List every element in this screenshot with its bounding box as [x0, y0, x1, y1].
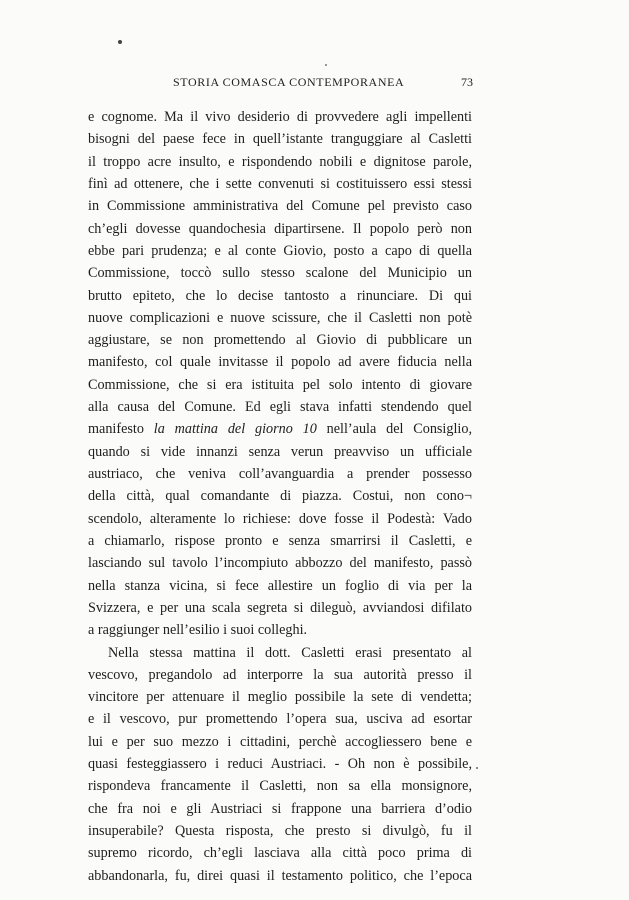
text-line: Commissione, che si era istituita pel solo intento di giovare [88, 376, 472, 393]
text-line: il troppo acre insulto, e rispondendo nobili e dignitose parole, [88, 153, 472, 170]
text-line: manifesto, col quale invitasse il popolo ad avere fiducia nella [88, 354, 472, 371]
text-line: quasi festeggiassero i reduci Austriaci. - Oh non è possibile, [88, 756, 472, 773]
text-line: lasciando sul tavolo l’incompiuto abbozzo del manifesto, passò [88, 555, 472, 572]
text-line: nuove complicazioni e nuove scissure, che il Casletti non potè [88, 309, 472, 326]
text-line: vincitore per attenuare il meglio possibile la sete di vendetta; [88, 689, 472, 706]
text-line: scendolo, alteramente lo richiese: dove fosse il Podestà: Vado [88, 510, 472, 527]
text-line: alla causa del Comune. Ed egli stava infatti stendendo quel [88, 399, 472, 416]
ink-speck [476, 767, 478, 769]
paragraph-last-line: a raggiunger nell’esilio i suoi colleghi. [88, 622, 308, 639]
text-line: nella stanza vicina, si fece allestire un foglio di via per la [88, 577, 472, 594]
text-line: aggiustare, se non promettendo al Giovio di pubblicare un [88, 332, 472, 349]
ink-speck [118, 40, 122, 44]
text-segment: nell’aula del Consiglio, [326, 421, 472, 438]
text-line: Svizzera, e per una scala segreta si dileguò, avviandosi difilato [88, 599, 472, 616]
text-line: e cognome. Ma il vivo desiderio di provvedere agli impellenti [88, 109, 472, 125]
running-title: STORIA COMASCA CONTEMPORANEA [173, 75, 405, 89]
ink-speck [325, 64, 327, 66]
text-line: brutto epiteto, che lo decise tantosto a rinunciare. Di qui [88, 287, 472, 304]
text-line: rispondeva francamente il Casletti, non sa ella monsignore, [88, 778, 472, 795]
text-line: lui e per suo mezzo i cittadini, perchè accogliessero bene e [88, 733, 472, 750]
text-line: austriaco, che veniva coll’avanguardia a prender possesso [88, 466, 472, 482]
text-line: in Commissione amministrativa del Comune pel previsto caso [88, 198, 472, 215]
italic-phrase: la mattina del giorno 10 [153, 421, 317, 438]
text-line: abbandonarla, fu, direi quasi il testamento politico, che l’epoca [88, 867, 472, 884]
text-line: ebbe pari prudenza; e al conte Giovio, posto a capo di quella [88, 242, 472, 259]
text-line: Commissione, toccò sullo stesso scalone del Municipio un [88, 265, 472, 282]
body-text [88, 106, 472, 887]
text-line: finì ad ottenere, che i sette convenuti si costituissero essi stessi [88, 175, 472, 192]
text-segment: manifesto [88, 421, 144, 438]
text-line: insuperabile? Questa risposta, che presto si divulgò, fu il [88, 823, 472, 839]
text-line: supremo ricordo, ch’egli lasciava alla città poco prima di [88, 845, 472, 862]
paragraph-first-line: Nella stessa mattina il dott. Casletti erasi presentato al [108, 644, 472, 661]
text-line: della città, qual comandante di piazza. Costui, non cono¬ [88, 488, 472, 505]
text-line: che fra noi e gli Austriaci si frappone una barriera d’odio [88, 800, 472, 817]
text-line: vescovo, pregandolo ad interporre la sua autorità presso il [88, 666, 472, 683]
text-line: a chiamarlo, rispose pronto e senza smarrirsi il Casletti, e [88, 532, 472, 549]
text-line: bisogni del paese fece in quell’istante tranguggiare al Casletti [88, 131, 472, 148]
text-line: e il vescovo, pur promettendo l’opera sua, usciva ad esortar [88, 711, 472, 728]
page-number: 73 [461, 75, 473, 89]
text-line-with-italic [88, 418, 472, 440]
running-head [88, 75, 473, 95]
text-line: ch’egli dovesse quandochesia dipartirsene. Il popolo però non [88, 220, 472, 237]
text-line: quando si vide innanzi senza verun preavviso un ufficiale [88, 443, 472, 460]
